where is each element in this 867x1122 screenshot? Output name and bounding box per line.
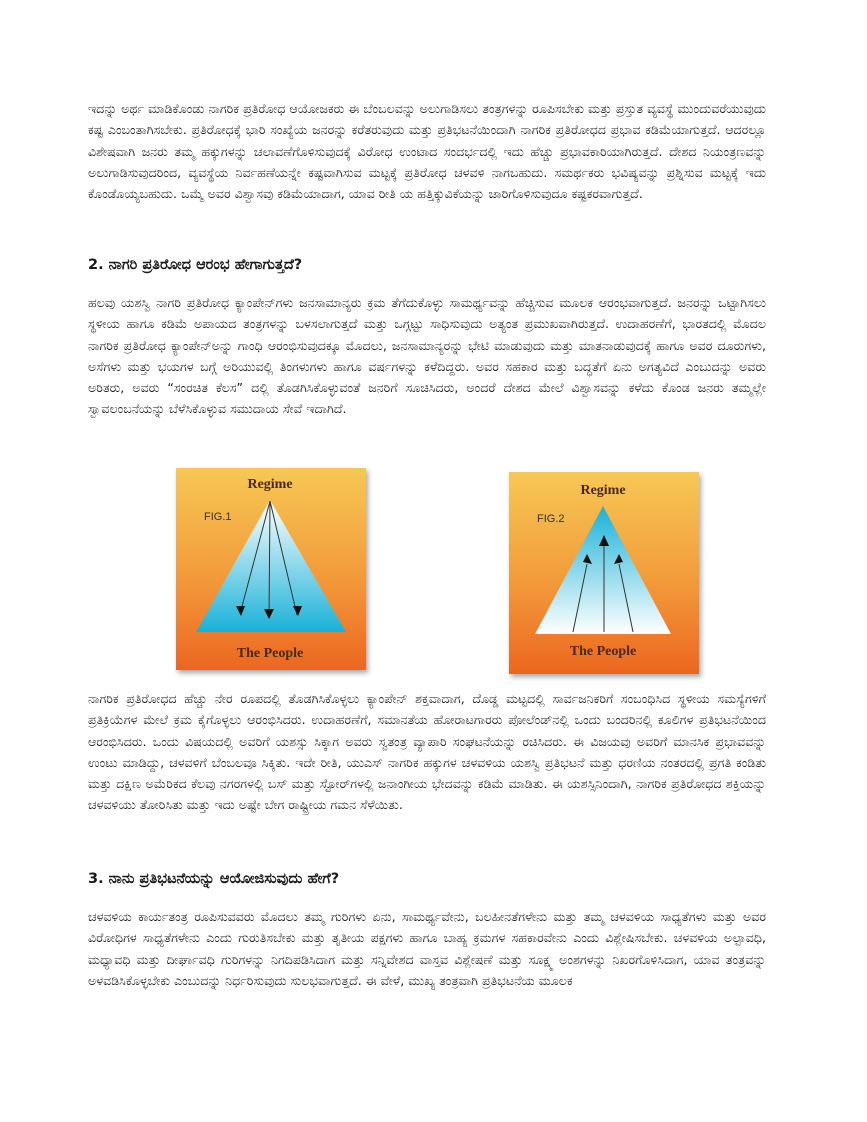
figure-1-people-label: The People bbox=[236, 646, 304, 661]
figure-2-regime-label: Regime bbox=[580, 483, 626, 498]
paragraph-section-2: ಹಲವು ಯಶಸ್ವಿ ನಾಗರಿ ಪ್ರತಿರೋಧ ಕ್ಯಾಂಪೇನ್‌ಗಳು ಜನಸಾಮಾನ್ಯರು ಕ್ರಮ ತೆಗೆದುಕೊಳ್ಳು ಸಾಮರ್ಥ್ಯವನ್ನು ಹೆಚ್ಚಿಸುವ ಮೂಲಕ ಆರಂಭವಾಗುತ್ತದೆ. ಜನರನ್ನು ಒಟ್ಟಾಗಿಸಲು ಸ್ಥಳೀಯ ಹಾಗೂ ಕಡಿಮೆ ಅಪಾಯದ ತಂತ್ರಗಳನ್ನು ಬಳಸಲಾಗುತ್ತದೆ ಮತ್ತು ಒಗ್ಗಟ್ಟು ಸಾಧಿಸುವುದು ಅತ್ಯಂತ ಪ್ರಮುಖವಾಗಿರುತ್ತದೆ. ಉದಾಹರಣೆಗೆ, ಭಾರತದಲ್ಲಿ ಮೊದಲ ನಾಗರಿಕ ಪ್ರತಿರೋಧ ಕ್ಯಾಂಪೇನ್‌ಅನ್ನು ಗಾಂಧಿ ಆರಂಭಿಸುವುದಕ್ಕೂ ಮೊದಲು, ಜನಸಾಮಾನ್ಯರನ್ನು ಭೇಟಿ ಮಾಡುವುದು ಮತ್ತು ಮಾತನಾಡುವುದಕ್ಕೆ ಹಾಗೂ ಅವರ ದೂರುಗಳು, ಅಸೆಗಳು ಮತ್ತು ಭಯಗಳ ಬಗ್ಗೆ ಅರಿಯುವಲ್ಲಿ ತಿಂಗಳುಗಳು ಹಾಗೂ ವರ್ಷಗಳನ್ನು ಕಳೆದಿದ್ದರು. ಅವರ ಸಹಕಾರ ಮತ್ತು ಬದ್ಧತೆಗೆ ಏನು ಅಗತ್ಯವಿದೆ ಎಂಬುದನ್ನು ಅವರು ಅರಿತರು, ಅವರು “ಸಂರಚಿತ ಕೆಲಸ” ದಲ್ಲಿ ತೊಡಗಿಸಿಕೊಳ್ಳುವಂತೆ ಜನರಿಗೆ ಸೂಚಿಸಿದರು, ಅಂದರೆ ದೇಶದ ಮೇಲೆ ವಿಶ್ವಾಸವನ್ನು ಕಳೆದು ಕೊಂಡ ಜನರು ತಮ್ಮಲ್ಲೇ ಸ್ವಾವಲಂಬನೆಯನ್ನು ಬೆಳೆಸಿಕೊಳ್ಳುವ ಸಮುದಾಯ ಸೇವೆ ಇದಾಗಿದೆ. bbox=[88, 295, 766, 417]
paragraph-section-3: ಚಳವಳಿಯ ಕಾರ್ಯತಂತ್ರ ರೂಪಿಸುವವರು ಮೊದಲು ತಮ್ಮ ಗುರಿಗಳು ಏನು, ಸಾಮರ್ಥ್ಯವೇನು, ಬಲಹೀನತೆಗಳೇನು ಮತ್ತು ತಮ್ಮ ಚಳವಳಿಯ ಸಾಧ್ಯತೆಗಳು ಮತ್ತು ಅವರ ವಿರೋಧಿಗಳ ಸಾಧ್ಯತೆಗಳೇನು ಎಂದು ಗುರುತಿಸಬೇಕು ಮತ್ತು ತೃತೀಯ ಪಕ್ಷಗಳು ಹಾಗೂ ಬಾಹ್ಯ ಕ್ರಮಗಳ ಸಹಕಾರವೇನು ಎಂದು ವಿಶ್ಲೇಷಿಸಬೇಕು. ಚಳವಳಿಯ ಅಲ್ಪಾವಧಿ, ಮಧ್ಯಾವಧಿ ಮತ್ತು ದೀರ್ಘಾವಧಿ ಗುರಿಗಳನ್ನು ನಿಗದಿಪಡಿಸಿದಾಗ ಮತ್ತು ಸನ್ನಿವೇಶದ ವಾಸ್ತವ ವಿಶ್ಲೇಷಣೆ ಮತ್ತು ಸೂಕ್ಷ್ಮ ಅಂಶಗಳನ್ನು ನಿಖರಗೊಳಿಸಿದಾಗ, ಯಾವ ತಂತ್ರವನ್ನು ಅಳವಡಿಸಿಕೊಳ್ಳಬೇಕು ಎಂಬುದನ್ನು ನಿರ್ಧರಿಸುವುದು ಸುಲಭವಾಗುತ್ತದೆ. ಈ ವೇಳೆ, ಮುಖ್ಯ ತಂತ್ರವಾಗಿ ಪ್ರತಿಭಟನೆಯ ಮೂಲಕ bbox=[88, 909, 766, 988]
figure-2 bbox=[509, 472, 699, 674]
figure-2-graphic bbox=[509, 472, 699, 674]
paragraph-examples: ನಾಗರಿಕ ಪ್ರತಿರೋಧದ ಹೆಚ್ಚು ನೇರ ರೂಪದಲ್ಲಿ ತೊಡಗಿಸಿಕೊಳ್ಳಲು ಕ್ಯಾಂಪೇನ್ ಶಕ್ತವಾದಾಗ, ದೊಡ್ಡ ಮಟ್ಟದಲ್ಲಿ ಸಾರ್ವಜನಿಕರಿಗೆ ಸಂಬಂಧಿಸಿದ ಸ್ಥಳೀಯ ಸಮಸ್ಯೆಗಳಿಗೆ ಪ್ರತಿಕ್ರಿಯೆಗಳ ಮೇಲೆ ಕ್ರಮ ಕೈಗೊಳ್ಳಲು ಆರಂಭಿಸಿದರು. ಉದಾಹರಣೆಗೆ, ಸಮಾನತೆಯ ಹೋರಾಟಗಾರರು ಪೋಲೆಂಡ್‌ನಲ್ಲಿ ಒಂದು ಬಂದರಿನಲ್ಲಿ ಕೂಲಿಗಳ ಪ್ರತಿಭಟನೆಯಿಂದ ಆರಂಭಿಸಿದರು. ಒಂದು ವಿಷಯದಲ್ಲಿ ಅವರಿಗೆ ಯಶಸ್ಸು ಸಿಕ್ಕಾಗ ಅವರು ಸ್ವತಂತ್ರ ವ್ಯಾಪಾರಿ ಸಂಘಟನೆಯನ್ನು ರಚಿಸಿದರು. ಈ ವಿಜಯವು ಅವರಿಗೆ ಮಾನಸಿಕ ಪ್ರಭಾವವನ್ನು ಉಂಟು ಮಾಡಿದ್ದು, ಚಳವಳಿಗೆ ಬೆಂಬಲವೂ ಸಿಕ್ಕಿತು. ಇದೇ ರೀತಿ, ಯುಎಸ್ ನಾಗರಿಕ ಹಕ್ಕುಗಳ ಚಳವಳಿಯ ಯಶಸ್ವಿ ಪ್ರತಿಭಟನೆ ಮತ್ತು ಧರಣಿಯ ನಂತರದಲ್ಲಿ ಪ್ರಗತಿ ಕಂಡಿತು ಮತ್ತು ದಕ್ಷಿಣ ಅಮೆರಿಕದ ಕೆಲವು ನಗರಗಳಲ್ಲಿ ಬಸ್ ಮತ್ತು ಸ್ಟೋರ್‌ಗಳಲ್ಲಿ ಜನಾಂಗೀಯ ಭೇದವನ್ನು ಕಡಿಮೆ ಮಾಡಿತು. ಈ ಯಶಸ್ಸಿನಿಂದಾಗಿ, ನಾಗರಿಕ ಪ್ರತಿರೋಧದ ಶಕ್ತಿಯನ್ನು ಚಳವಳಿಯು ತೋರಿಸಿತು ಮತ್ತು ಇದು ಅಷ್ಟೇ ಬೇಗ ರಾಷ್ಟ್ರೀಯ ಗಮನ ಸೆಳೆಯಿತು. bbox=[88, 691, 766, 813]
figure-2-people-label: The People bbox=[569, 644, 637, 659]
paragraph-intro: ಇದನ್ನು ಅರ್ಥ ಮಾಡಿಕೊಂಡು ನಾಗರಿಕ ಪ್ರತಿರೋಧ ಆಯೋಜಕರು ಈ ಬೆಂಬಲವನ್ನು ಅಲುಗಾಡಿಸಲು ತಂತ್ರಗಳನ್ನು ರೂಪಿಸಬೇಕು ಮತ್ತು ಪ್ರಸ್ತುತ ವ್ಯವಸ್ಥೆ ಮುಂದುವರೆಯುವುದು ಕಷ್ಟ ಎಂಬಂತಾಗಿಸಬೇಕು. ಪ್ರತಿರೋಧಕ್ಕೆ ಭಾರಿ ಸಂಖ್ಯೆಯ ಜನರನ್ನು ಕರೆತರುವುದು ಮತ್ತು ಪ್ರತಿಭಟನೆಯಿಂದಾಗಿ ನಾಗರಿಕ ಪ್ರತಿರೋಧದ ಪ್ರಭಾವ ಕಡಿಮೆಯಾಗುತ್ತದೆ. ಆದರಲ್ಲೂ ವಿಶೇಷವಾಗಿ ಜನರು ತಮ್ಮ ಹಕ್ಕುಗಳನ್ನು ಚಲಾವಣೆಗೊಳಿಸುವುದಕ್ಕೆ ವಿರೋಧ ಉಂಟಾದ ಸಂದರ್ಭದಲ್ಲಿ ಇದು ಹೆಚ್ಚು ಪ್ರಭಾವಕಾರಿಯಾಗಿರುತ್ತದೆ. ದೇಶದ ನಿಯಂತ್ರಣವನ್ನು ಅಲುಗಾಡಿಸುವುದರಿಂದ, ವ್ಯವಸ್ಥೆಯ ನಿರ್ವಹಣೆಯನ್ನೇ ಕಷ್ಟವಾಗಿಸುವ ಮಟ್ಟಕ್ಕೆ ಪ್ರತಿರೋಧ ಚಳವಳಿ ನಾಗಬಹುದು. ಸಮರ್ಥಕರು ಭವಿಷ್ಯವನ್ನು ಪ್ರಶ್ನಿಸುವ ಮಟ್ಟಕ್ಕೆ ಇದು ಕೊಂಡೊಯ್ಯಬಹುದು. ಒಮ್ಮೆ ಅವರ ವಿಶ್ವಾಸವು ಕಡಿಮೆಯಾದಾಗ, ಯಾವ ರೀತಿ ಯ ಹತ್ತಿಕ್ಕುವಿಕೆಯನ್ನು ಜಾರಿಗೊಳಿಸುವುದೂ ಕಷ್ಟಕರವಾಗುತ್ತದೆ. bbox=[88, 101, 766, 202]
figure-1-graphic bbox=[176, 468, 366, 670]
figure-1-regime-label: Regime bbox=[247, 477, 293, 492]
figure-2-fig-label: FIG.2 bbox=[537, 513, 565, 525]
figure-1-fig-label: FIG.1 bbox=[204, 511, 232, 523]
section-heading-2: 2. ನಾಗರಿ ಪ್ರತಿರೋಧ ಆರಂಭ ಹೇಗಾಗುತ್ತದೆ? bbox=[88, 257, 303, 273]
figure-1 bbox=[176, 468, 366, 670]
section-heading-3: 3. ನಾನು ಪ್ರತಿಭಟನೆಯನ್ನು ಆಯೋಜಿಸುವುದು ಹೇಗೆ? bbox=[88, 871, 340, 887]
